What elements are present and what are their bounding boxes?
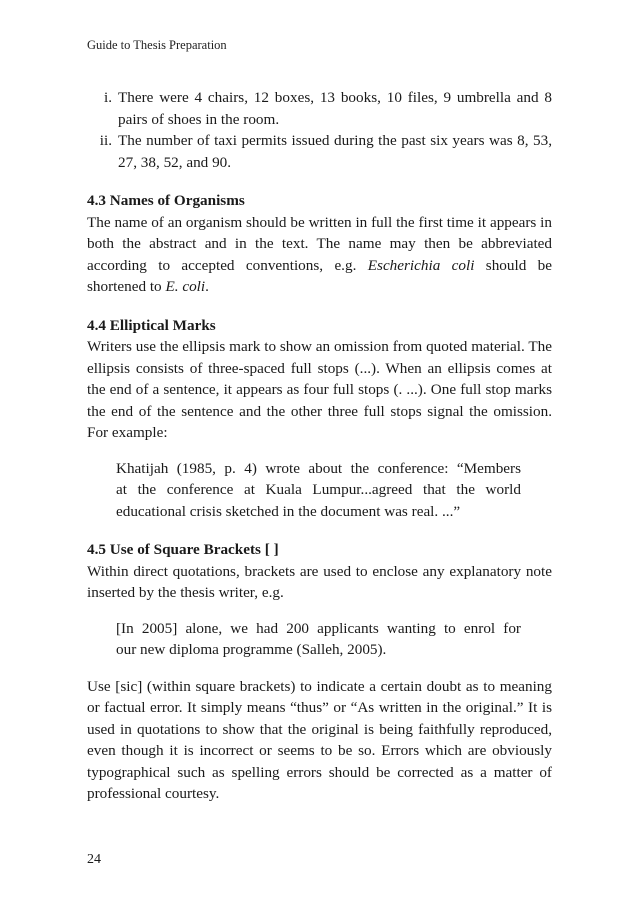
list-item [87, 130, 552, 173]
sic-paragraph: Use [sic] (within square brackets) to indicate a certain doubt as to meaning or factual error. It simply means “thus” or “As written in the original.” It is used in quotations to show that the original is being faithfully reproduced, even though it is incorrect or seems to be so. Errors which are obviously typographical such as spelling errors should be corrected as a matter of professional courtesy. [87, 677, 552, 802]
page-body [87, 87, 552, 805]
section-4-3-paragraph [87, 212, 552, 298]
paragraph-text: . [205, 278, 209, 295]
list-marker: ii. [99, 132, 112, 149]
section-heading-4-3: 4.3 Names of Organisms [87, 192, 245, 209]
block-quote-ellipsis [116, 458, 521, 523]
block-quote-brackets [116, 618, 521, 661]
species-name-abbrev: E. coli [165, 278, 206, 295]
species-name-full: Escherichia coli [367, 256, 475, 274]
paragraph-text: should be shortened to [87, 256, 553, 295]
list-marker: i. [103, 89, 112, 106]
section-4-4-paragraph: Writers use the ellipsis mark to show an omission from quoted material. The ellipsis consists of three-spaced full stops (...). When an ellipsis comes at the end of a sentence, it appears as four full stops (. ...). One full stop marks the end of the sentence and the other three full stops signal the omission. For example: [87, 338, 552, 441]
section-heading-4-5: 4.5 Use of Square Brackets [ ] [87, 541, 279, 558]
list-item [87, 87, 552, 130]
section-4-5-paragraph: Within direct quotations, brackets are used to enclose any explanatory note inserted by the thesis writer, e.g. [87, 562, 552, 601]
quote-line: our new diploma programme (Salleh, 2005). [116, 641, 387, 658]
quote-line: [In 2005] alone, we had 200 applicants wanting to enrol for [116, 619, 521, 637]
page-number: 24 [87, 852, 101, 867]
section-heading-4-4: 4.4 Elliptical Marks [87, 316, 216, 334]
list-item-text: The number of taxi permits issued during the past six years was 8, 53, 27, 38, 52, and 90. [118, 132, 552, 171]
running-header: Guide to Thesis Preparation [87, 38, 227, 52]
quote-line: at the conference at Kuala Lumpur...agreed that the world [116, 481, 521, 498]
paragraph-text: The name of an organism should be written in full the first time it appears in both the abstract and in the text. The name may then be abbreviated according to accepted conventions, e.g. [87, 213, 552, 274]
list-item-text: There were 4 chairs, 12 boxes, 13 books, 10 files, 9 umbrella and 8 pairs of shoes in the room. [118, 89, 552, 128]
quote-line: Khatijah (1985, p. 4) wrote about the conference: “Members [116, 459, 521, 477]
quote-line: educational crisis sketched in the document was real. ...” [116, 502, 461, 520]
